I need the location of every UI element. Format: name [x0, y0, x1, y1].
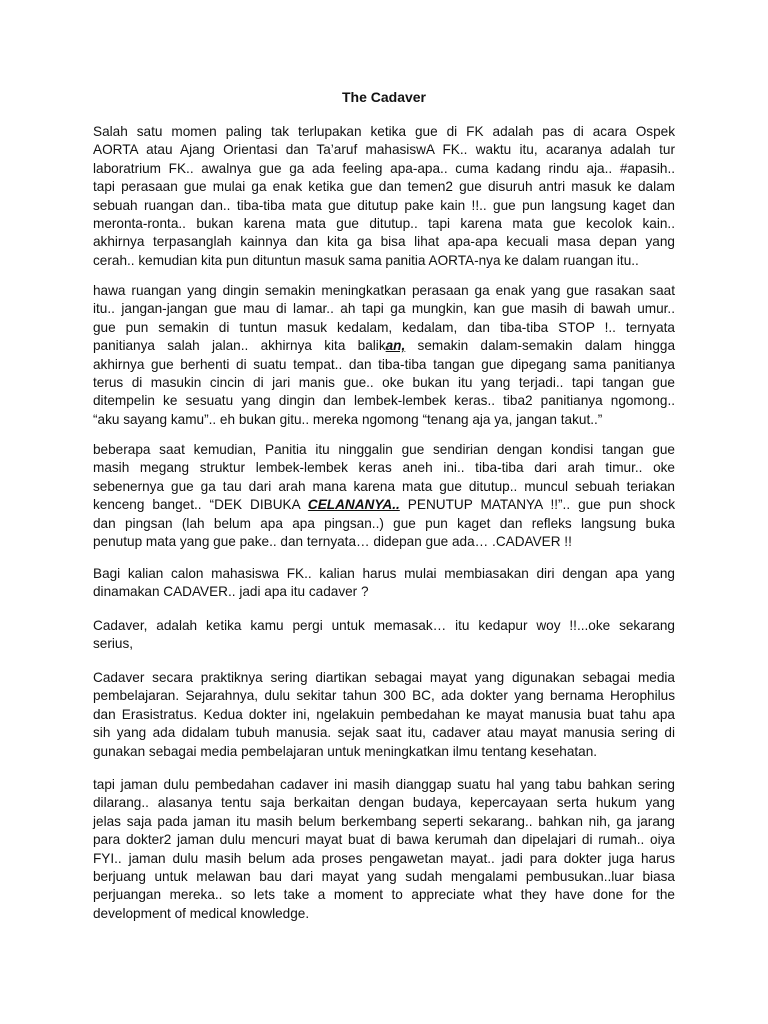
- text-line: gue pun semakin di tuntun masuk kedalam, kedalam, dan tiba-tiba STOP !.. ternyata: [93, 319, 675, 335]
- text-line: development of medical knowledge.: [93, 905, 310, 921]
- text-line: Bagi kalian calon mahasiswa FK.. kalian harus mulai membiasakan diri dengan apa yang: [93, 566, 675, 581]
- text-line: FYI.. jaman dulu masih belum ada proses pengawetan mayat.. jadi para dokter juga harus: [93, 850, 675, 866]
- text-segment: semakin dalam-semakin dalam hingga: [405, 338, 675, 354]
- text-line: berjuang untuk melawan bau dari mayat yang sudah mengalami pembusukan..luar biasa: [93, 869, 675, 885]
- text-line: masih megang struktur lembek-lembek keras aneh ini.. tiba-tiba dari arah timur.. oke: [93, 460, 675, 476]
- paragraph-4: [93, 565, 675, 602]
- text-line: beberapa saat kemudian, Panitia itu ninggalin gue sendirian dengan kondisi tangan gue: [93, 442, 675, 457]
- text-line: dinamakan CADAVER.. jadi apa itu cadaver ?: [93, 584, 369, 600]
- text-line: tapi jaman dulu pembedahan cadaver ini masih dianggap suatu hal yang tabu bahkan sering: [93, 777, 675, 792]
- text-line: akhirnya terpasanglah kainnya dan kita ga bisa lihat apa-apa kecuali masa depan yang: [93, 234, 675, 250]
- text-line: hawa ruangan yang dingin semakin meningkatkan perasaan ga enak yang gue rasakan saat: [93, 283, 675, 298]
- text-line: ditempelin ke sesuatu yang dingin dan lembek-lembek keras.. tiba2 panitianya ngomong..: [93, 393, 675, 409]
- text-line: dilarang.. alasanya tentu saja berkaitan dengan budaya, kepercayaan serta hukum yang: [93, 795, 675, 811]
- text-line: gunakan sebagai media pembelajaran untuk meningkatkan ilmu tentang kesehatan.: [93, 743, 598, 759]
- text-line: serius,: [93, 636, 134, 652]
- text-line: Cadaver, adalah ketika kamu pergi untuk memasak… itu kedapur woy !!...oke sekarang: [93, 618, 675, 633]
- text-line: Cadaver secara praktiknya sering diartikan sebagai mayat yang digunakan sebagai media: [93, 670, 675, 685]
- paragraph-7: [93, 776, 675, 923]
- text-line: sebenernya gue ga tau dari arah mana karena mata gue ditutup.. muncul sebuah teriakan: [93, 478, 675, 494]
- text-line: laboratrium FK.. awalnya gue ga ada feeling apa-apa.. cuma kadang rindu aja.. #apasih..: [93, 160, 675, 176]
- text-line: itu.. jangan-jangan gue mau di lamar.. ah tapi ga mungkin, kan gue masih di bawah umur..: [93, 301, 675, 317]
- text-segment: panitianya salah jalan.. akhirnya kita balik: [93, 338, 386, 354]
- text-line: sebuah ruangan dan.. tiba-tiba mata gue ditutup pake kain !!.. gue pun langsung kaget dan: [93, 197, 675, 213]
- text-line: akhirnya gue berhenti di suatu tempat.. dan tiba-tiba tangan gue dipegang sama panitianya: [93, 356, 675, 372]
- text-line: Salah satu momen paling tak terlupakan ketika gue di FK adalah pas di acara Ospek: [93, 124, 675, 139]
- text-segment: PENUTUP MATANYA !!”.. gue pun shock: [399, 497, 675, 513]
- paragraph-5: [93, 617, 675, 654]
- text-line: perjuangan mereka.. so lets take a moment to appreciate what they have done for the: [93, 887, 675, 903]
- document-title: The Cadaver: [341, 89, 427, 105]
- emphasis-text: an,: [385, 338, 406, 354]
- paragraph-1: [93, 123, 675, 270]
- text-line: jelas saja pada jaman itu masih belum berkembang seperti sekarang.. bahkan nih, ga jarang: [93, 813, 675, 829]
- emphasis-text: CELANANYA..: [307, 497, 400, 513]
- text-line: sih yang ada didalam tubuh manusia. sejak saat itu, cadaver atau mayat manusia sering di: [93, 725, 675, 741]
- text-line: pembelajaran. Sejarahnya, dulu sekitar tahun 300 BC, ada dokter yang bernama Herophilus: [93, 688, 675, 704]
- paragraph-2: [93, 282, 675, 429]
- text-line: dan Erasistratus. Kedua dokter ini, ngelakuin pembedahan ke mayat manusia buat tahu apa: [93, 706, 675, 722]
- text-line-with-emphasis: [93, 496, 675, 514]
- text-segment: kenceng banget.. “DEK DIBUKA: [93, 497, 308, 513]
- paragraph-3: [93, 441, 675, 551]
- text-line: dan pingsan (lah belum apa apa pingsan..) gue pun kaget dan refleks langsung buka: [93, 515, 675, 531]
- text-line: penutup mata yang gue pake.. dan ternyata… didepan gue ada… .CADAVER !!: [93, 534, 572, 550]
- paragraph-6: [93, 669, 675, 761]
- text-line: tapi perasaan gue mulai ga enak ketika gue dan temen2 gue disuruh antri masuk ke dalam: [93, 179, 675, 195]
- text-line-with-emphasis: [93, 337, 675, 355]
- text-line: terus di masukin cincin di jari manis gue.. oke bukan itu yang terjadi.. tapi tangan gue: [93, 375, 675, 391]
- text-line: meronta-ronta.. bukan karena mata gue ditutup.. tapi karena mata gue kecolok kain..: [93, 216, 675, 232]
- text-line: para dokter2 jaman dulu mencuri mayat buat di bawa kerumah dan dipelajari di rumah.. oiya: [93, 832, 675, 848]
- text-line: cerah.. kemudian kita pun dituntun masuk sama panitia AORTA-nya ke dalam ruangan itu..: [93, 252, 639, 268]
- text-line: AORTA atau Ajang Orientasi dan Ta’aruf mahasiswA FK.. waktu itu, acaranya adalah tur: [93, 142, 675, 158]
- text-line: “aku sayang kamu”.. eh bukan gitu.. mereka ngomong “tenang aja ya, jangan takut..”: [93, 411, 603, 427]
